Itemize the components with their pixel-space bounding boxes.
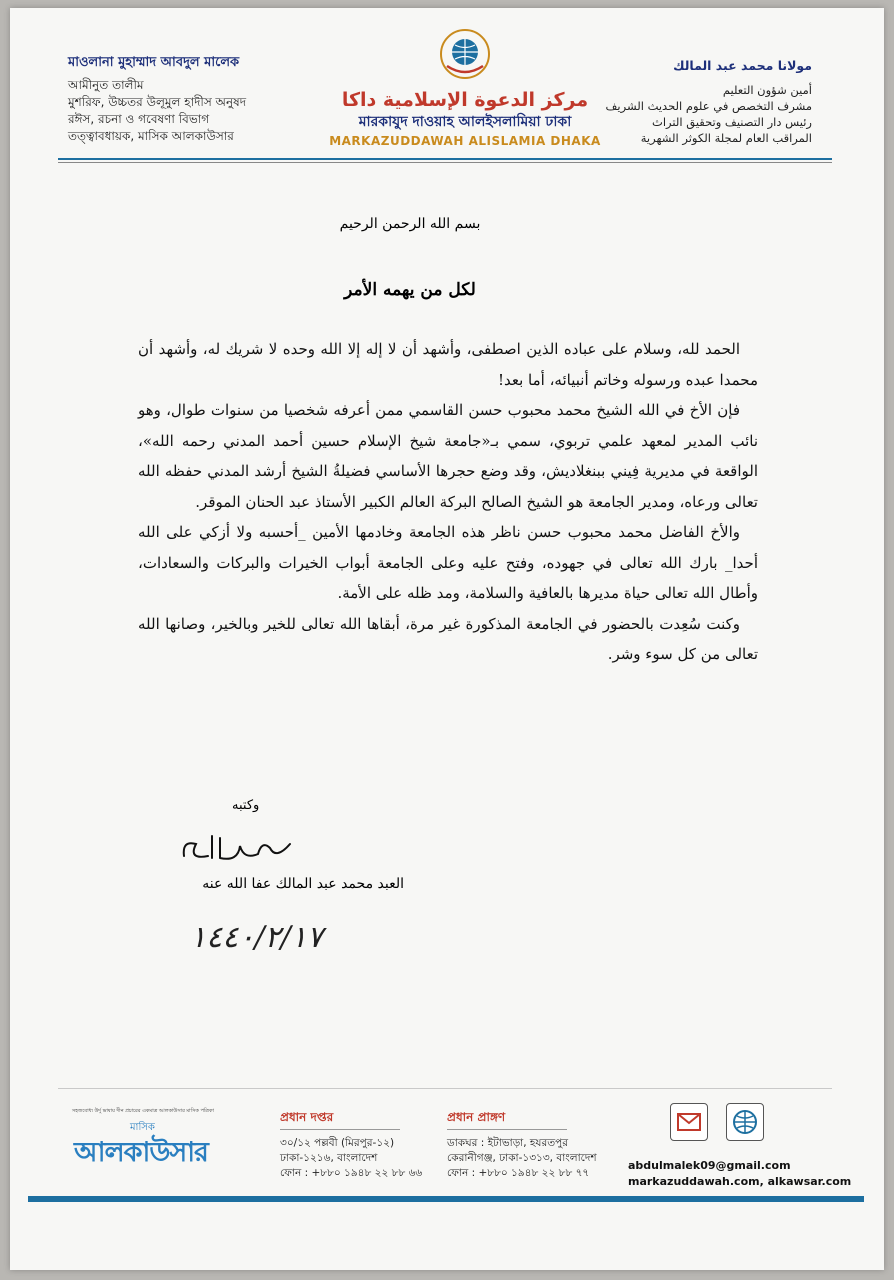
letter-subject: لكل من يهمه الأمر	[344, 280, 476, 300]
address-line: ৩০/১২ পল্লবী (মিরপুর-১২)	[280, 1137, 395, 1149]
signer-name: العبد محمد عبد المالك عفا الله عنه	[202, 876, 404, 892]
title-line: মুশরিফ, উচ্চতর উলূমুল হাদীস অনুষদ	[68, 95, 247, 109]
handwritten-date: ١٤٤٠/٢/١٧	[190, 920, 324, 955]
globe-logo-icon	[439, 28, 491, 80]
globe-web-icon	[726, 1103, 764, 1141]
letter-body	[138, 334, 758, 670]
title-line: رئيس دار التصنيف وتحقيق التراث	[652, 115, 812, 129]
paragraph: وكنت سُعِدت بالحضور في الجامعة المذكورة غير مرة، أبقاها الله تعالى للخير وبالخير، وصانها الله تعالى من كل سوء وشر.	[138, 614, 758, 663]
paragraph: والأخ الفاضل محمد محبوب حسن ناظر هذه الجامعة وخادمها الأمين _أحسبه ولا أزكي على الله أحدا_ بارك الله تعالى في جهوده، وفتح عليه وعلى الجامعة أبواب الخيرات والبركات والسعادات، وأطال الله تعالى حياة مديرها بالعافية والسلامة، ومد ظله على الأمة.	[138, 523, 758, 602]
head-office-address	[280, 1110, 422, 1181]
footer-bar	[28, 1196, 864, 1202]
title-line: রঈস, রচনা ও গবেষণা বিভাগ	[68, 112, 210, 126]
letterhead-page	[10, 8, 884, 1270]
phone-line: ফোন : +৮৮০ ১৯৪৮ ২২ ৮৮ ৬৬	[280, 1167, 423, 1179]
websites: markazuddawah.com, alkawsar.com	[628, 1175, 852, 1188]
paragraph: فإن الأخ في الله الشيخ محمد محبوب حسن القاسمي ممن أعرفه شخصيا من سنوات طوال، وهو نائب المدير لمعهد علمي تربوي، سمي بـ«جامعة شيخ الإسلام حسين أحمد المدني رحمه الله»، الواقعة في مديرية فِيني ببنغلاديش، وقد وضع حجرها الأساسي فضيلةُ الشيخ أرشد المدني حفظه الله تعالى ورعاه، ومدير الجامعة هو الشيخ الصالح البركة العالم الكبير الأستاذ عبد الحنان الموقر.	[138, 401, 758, 511]
author-name-bengali: মাওলানা মুহাম্মাদ আবদুল মালেক	[68, 55, 240, 70]
contact-info	[628, 1158, 851, 1190]
main-campus-label: প্রধান প্রাঙ্গণ	[447, 1110, 506, 1124]
header-divider-thin	[58, 162, 832, 163]
brand-tagline: সহজবোধ্য উর্দু ভাষায় দীন প্রচারের একমাত্র আলকাউসার মাসিক পত্রিকা	[72, 1108, 214, 1114]
header-divider	[58, 158, 832, 160]
author-name-arabic: مولانا محمد عبد المالك	[673, 58, 812, 73]
main-campus-address	[447, 1110, 597, 1181]
head-office-label: প্রধান দপ্তর	[280, 1110, 334, 1124]
title-line: أمين شؤون التعليم	[722, 83, 812, 97]
handwritten-signature	[178, 826, 298, 874]
paragraph: الحمد لله، وسلام على عباده الذين اصطفى، وأشهد أن لا إله إلا الله وحده لا شريك له، وأشهد أن محمدا عبده ورسوله وخاتم أنبيائه، أما بعد!	[138, 340, 758, 389]
title-line: مشرف التخصص في علوم الحديث الشريف	[605, 99, 812, 113]
header-right-arabic	[552, 58, 812, 146]
address-line: কেরানীগঞ্জ, ঢাকা-১৩১৩, বাংলাদেশ	[447, 1152, 597, 1164]
institution-name-bengali: মারকাযুদ দাওয়াহ আলইসলামিয়া ঢাকা	[358, 114, 572, 130]
email-address: abdulmalek09@gmail.com	[628, 1159, 791, 1172]
alkawsar-logo: আলকাউসার	[74, 1137, 208, 1168]
title-line: المراقب العام لمجلة الكوثر الشهرية	[640, 131, 812, 145]
brand-sub: মাসিক	[130, 1122, 155, 1133]
institution-name-english: MARKAZUDDAWAH ALISLAMIA DHAKA	[329, 134, 601, 148]
footer-divider	[58, 1088, 832, 1089]
email-icon	[670, 1103, 708, 1141]
basmala: بسم الله الرحمن الرحيم	[339, 216, 481, 232]
address-line: ডাকঘর : ইটাভাড়া, হযরতপুর	[447, 1137, 569, 1149]
closing-text: وكتبه	[232, 798, 260, 813]
phone-line: ফোন : +৮৮০ ১৯৪৮ ২২ ৮৮ ৭৭	[447, 1167, 590, 1179]
address-line: ঢাকা-১২১৬, বাংলাদেশ	[280, 1152, 378, 1164]
institution-name-arabic: مركز الدعوة الإسلامية داكا	[341, 89, 589, 111]
title-line: আমীনুত তালীম	[68, 78, 144, 92]
title-line: তত্ত্বাবধায়ক, মাসিক আলকাউসার	[68, 129, 234, 143]
header-left-bengali	[68, 54, 318, 145]
